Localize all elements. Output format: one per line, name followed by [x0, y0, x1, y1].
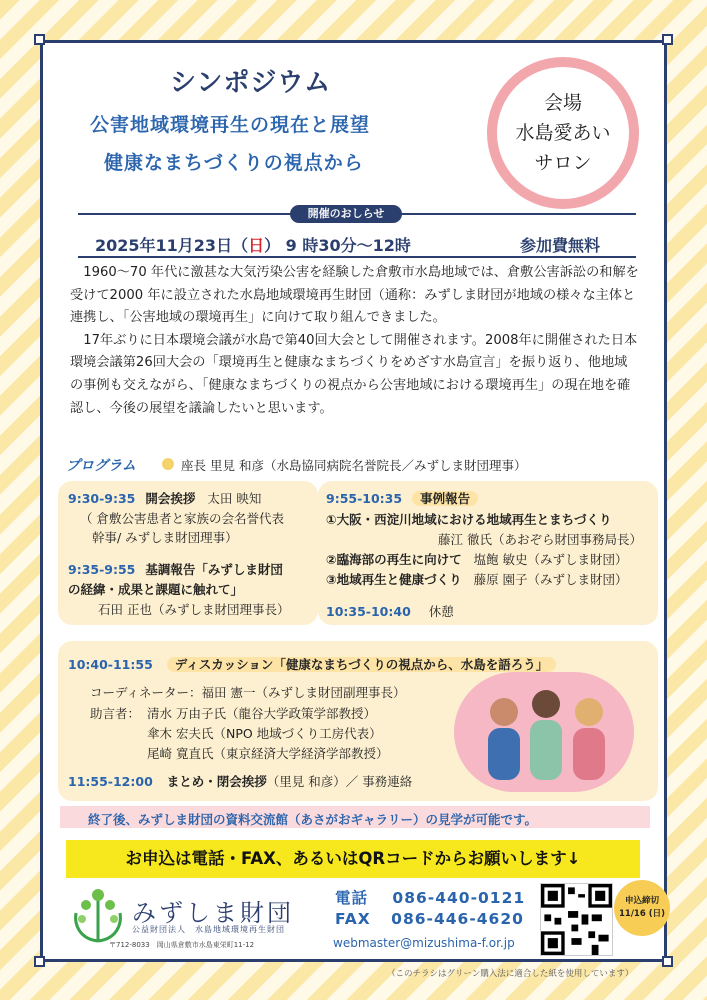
date-part-a: 2025年11月23日（: [95, 236, 249, 255]
time-closing: 11:55-12:00: [68, 774, 153, 789]
venue-line-2: 水島愛あい: [515, 122, 611, 144]
fax-line: [335, 910, 524, 928]
date-part-b: ） 9 時30分〜12時: [264, 236, 411, 255]
frame-corner: [34, 956, 45, 967]
title-keynote-a: 基調報告「みずしま財団: [145, 562, 283, 577]
program-label: プログラム: [66, 458, 136, 474]
advisor-label: 助言者：: [90, 706, 141, 721]
case-2: [326, 550, 628, 569]
frame-corner: [34, 34, 45, 45]
intro-text: [70, 262, 640, 420]
apply-banner: お申込は電話・FAX、あるいはQRコードからお願いします↓: [66, 840, 640, 878]
subtitle-1: 公害地域環境再生の現在と展望: [90, 114, 371, 136]
phone-number[interactable]: 086-440-0121: [392, 889, 526, 907]
foundation-name: みずしま財団: [132, 899, 294, 927]
note-open-a: （ 倉敷公害患者と家族の会名誉代表: [80, 511, 284, 526]
advisor-1: 清水 万由子氏（龍谷大学政策学部教授）: [147, 706, 376, 721]
title-discussion: ディスカッション「健康なまちづくりの視点から、水島を語ろう」: [167, 657, 557, 672]
note-open-b: 幹事/ みずしま財団理事）: [92, 530, 238, 545]
time-break: 10:35-10:40: [326, 604, 411, 619]
phone-label: 電話: [335, 889, 369, 907]
intro-paragraph-2: 17年ぶりに日本環境会議が水島で第40回大会として開催されます。2008年に開催された日本環境会議第26回大会の「環境再生と健康なまちづくりをめざす水島宣言」を振り返り、他地域の事例も交えながら、「健康なまちづくりの視点から公害地域における環境再生」の現在地を確認し、今後の展望を議論したいと思います。: [70, 332, 638, 416]
time-keynote: 9:35-9:55: [68, 562, 136, 577]
session-open: [68, 489, 261, 508]
discussion-illustration: [454, 672, 634, 792]
closing-rest: （里見 和彦）／ 事務連絡: [266, 774, 413, 789]
intro-paragraph-1: 1960〜70 年代に激甚な大気汚染公害を経験した倉敷市水島地域では、倉敷公害訴訟の和解を受けて2000 年に設立された水島地域環境再生財団（通称：みずしま財団が地域の様々な主体と連携し、「公害地域の環境再生」に向けて取り組んできました。: [70, 265, 639, 326]
advisor-2: 傘木 宏夫氏（NPO 地域づくり工房代表）: [147, 726, 382, 741]
fax-number: 086-446-4620: [391, 910, 524, 928]
foundation-address: 〒712-8033 岡山県倉敷市水島東栄町11-12: [109, 941, 255, 949]
advisor-3: 尾崎 寛直氏（東京経済大学経済学部教授）: [147, 746, 389, 761]
chair-text: 座長 里見 和彦（水島協同病院名誉院長／みずしま財団理事）: [181, 458, 527, 473]
subtitle-2: 健康なまちづくりの視点から: [104, 152, 364, 174]
time-discussion: 10:40-11:55: [68, 657, 153, 672]
session-keynote: [68, 560, 283, 579]
deadline-label: 申込締切: [624, 896, 659, 906]
title-open: 開会挨拶: [145, 491, 196, 506]
title-closing: まとめ・閉会挨拶: [166, 774, 267, 789]
person-keynote: 石田 正也（みずしま財団理事長）: [98, 602, 290, 617]
venue-badge: [487, 57, 639, 209]
date-day: 日: [248, 236, 265, 255]
case-1: ①大阪・西淀川地域における地域再生とまちづくり: [326, 512, 612, 527]
frame-corner: [662, 34, 673, 45]
fee-label: 参加費無料: [520, 236, 601, 255]
deadline-badge: [614, 880, 670, 936]
venue-line-1: 会場: [543, 92, 582, 114]
notice-badge: 開催のおしらせ: [290, 205, 402, 223]
case-1-person: 藤江 徹氏（あおぞら財団事務局長）: [438, 532, 642, 547]
case-3-person: 藤原 園子（みずしま財団）: [473, 572, 628, 587]
event-date: [95, 233, 411, 256]
divider-bottom: [78, 256, 636, 258]
session-break: [326, 602, 454, 621]
footer-note: （このチラシはグリーン購入法に適合した紙を使用しています）: [387, 969, 634, 979]
session-closing: [68, 772, 412, 791]
case-2-title: ②臨海部の再生に向けて: [326, 552, 462, 567]
after-note: 終了後、みずしま財団の資料交流館（あさがおギャラリー）の見学が可能です。: [88, 812, 538, 827]
page-title: シンポジウム: [170, 68, 332, 98]
title-cases: 事例報告: [412, 491, 478, 506]
deadline-date: 11/16 (日): [619, 909, 665, 919]
session-discussion: [68, 655, 556, 674]
time-open: 9:30-9:35: [68, 491, 136, 506]
qr-code-icon[interactable]: [540, 883, 613, 956]
case-3-title: ③地域再生と健康づくり: [326, 572, 462, 587]
frame-corner: [662, 956, 673, 967]
coordinator: コーディネーター：福田 憲一（みずしま財団副理事長）: [90, 685, 406, 700]
time-cases: 9:55-10:35: [326, 491, 403, 506]
bullet-dot: [162, 458, 174, 470]
case-2-person: 塩飽 敏史（みずしま財団）: [473, 552, 628, 567]
fax-label: FAX: [335, 910, 371, 928]
venue-line-3: サロン: [534, 152, 592, 174]
phone-line: [335, 886, 525, 908]
title-keynote-b: の経緯・成果と課題に触れて」: [68, 582, 244, 597]
person-open: 太田 映知: [207, 491, 262, 506]
session-cases: [326, 489, 478, 508]
case-3: [326, 570, 628, 589]
email-link[interactable]: webmaster@mizushima-f.or.jp: [333, 936, 515, 950]
foundation-full-name: 公益財団法人 水島地域環境再生財団: [132, 925, 285, 934]
break-label: 休憩: [428, 604, 454, 619]
